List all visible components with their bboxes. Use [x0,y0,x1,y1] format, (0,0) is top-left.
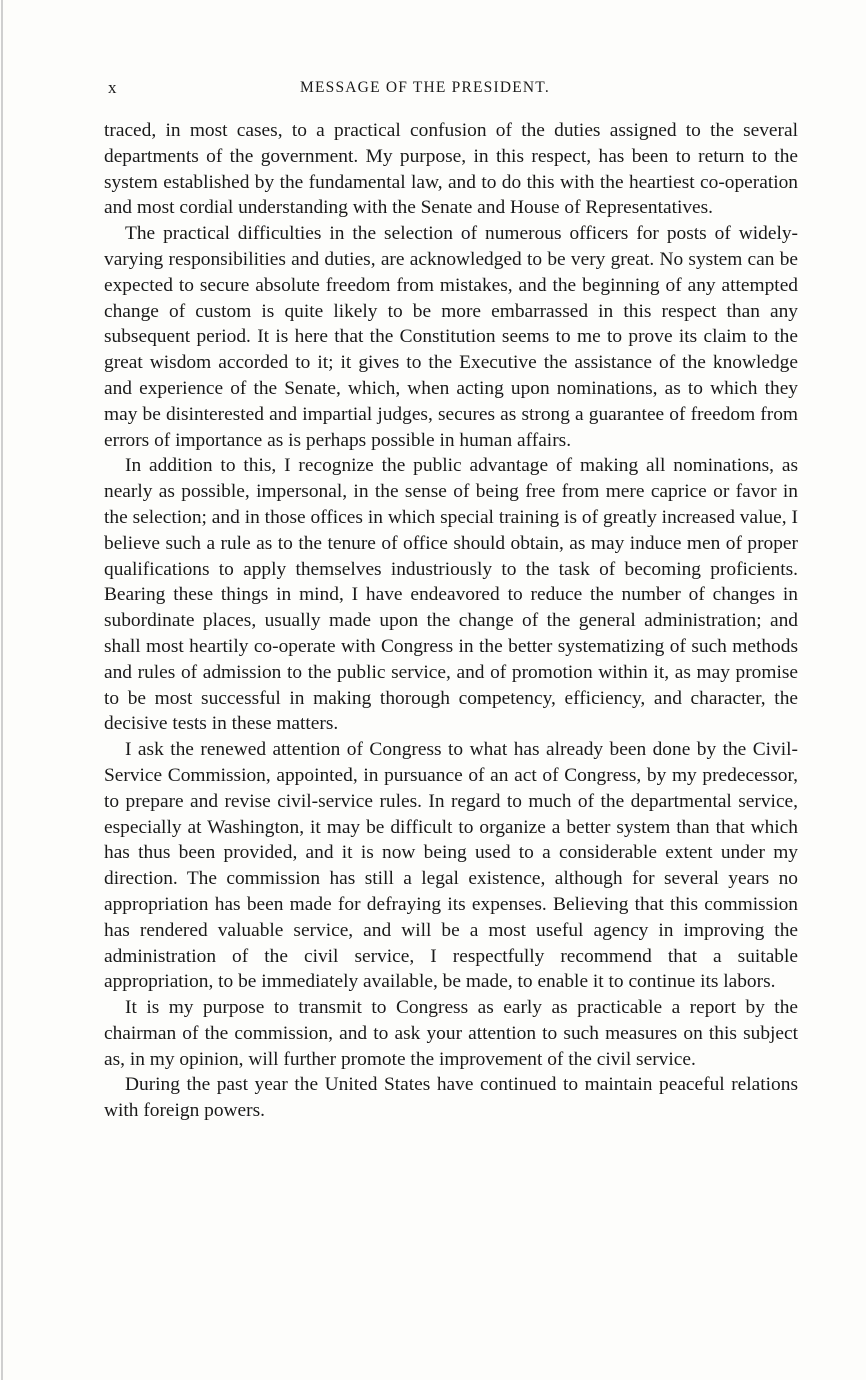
body-text [104,118,798,1124]
page-edge [1,0,3,1380]
running-title: MESSAGE OF THE PRESIDENT. [300,79,550,96]
paragraph-report: It is my purpose to transmit to Congress as early as practicable a report by the chairman of the commission, and to ask your attention to such measures on this subject as, in my opinion, will further promote the improvement of the civil service. [104,997,798,1070]
page-header [104,78,798,100]
paragraph-continued: traced, in most cases, to a practical confusion of the duties assigned to the several departments of the government. My purpose, in this respect, has been to return to the system established by the fundamental law, and to do this with the heartiest co-operation and most cordial understanding with the Senate and House of Representatives. [104,120,798,219]
paragraph-civil-service-commission: I ask the renewed attention of Congress to what has already been done by the Civil-Service Commission, appointed, in pursuance of an act of Congress, by my predecessor, to prepare and revise civil-service rules. In regard to much of the departmental service, especially at Washington, it may be difficult to organize a better system than that which has thus been provided, and it is now being used to a considerable extent under my direction. The commission has still a legal existence, although for several years no appropriation has been made for defraying its expenses. Believing that this commission has rendered valuable service, and will be a most useful agency in improving the administration of the civil service, I respectfully recommend that a suitable appropriation, to be immediately available, be made, to enable it to continue its labors. [104,739,798,993]
paragraph-foreign-relations: During the past year the United States have continued to maintain peaceful relations with foreign powers. [104,1074,798,1122]
page-number: x [108,78,118,97]
paragraph-nominations: In addition to this, I recognize the public advantage of making all nominations, as nearly as possible, impersonal, in the sense of being free from mere caprice or favor in the selection; and in those offices in which special training is of greatly increased value, I believe such a rule as to the tenure of office should obtain, as may induce men of proper qualifications to apply themselves industriously to the task of becoming proficients. Bearing these things in mind, I have endeavored to reduce the number of changes in subordinate places, usually made upon the change of the general administration; and shall most heartily co-operate with Congress in the better systematizing of such methods and rules of admission to the public service, and of promotion within it, as may promise to be most successful in making thorough competency, efficiency, and character, the decisive tests in these matters. [104,455,798,735]
paragraph-appointments: The practical difficulties in the selection of numerous officers for posts of widely-varying responsibilities and duties, are acknowledged to be very great. No system can be expected to secure absolute freedom from mistakes, and the beginning of any attempted change of custom is quite likely to be more embarrassed in this respect than any subsequent period. It is here that the Constitution seems to me to prove its claim to the great wisdom accorded to it; it gives to the Executive the assistance of the knowledge and experience of the Senate, which, when acting upon nominations, as to which they may be disinterested and impartial judges, secures as strong a guarantee of freedom from errors of importance as is perhaps possible in human affairs. [104,223,798,451]
